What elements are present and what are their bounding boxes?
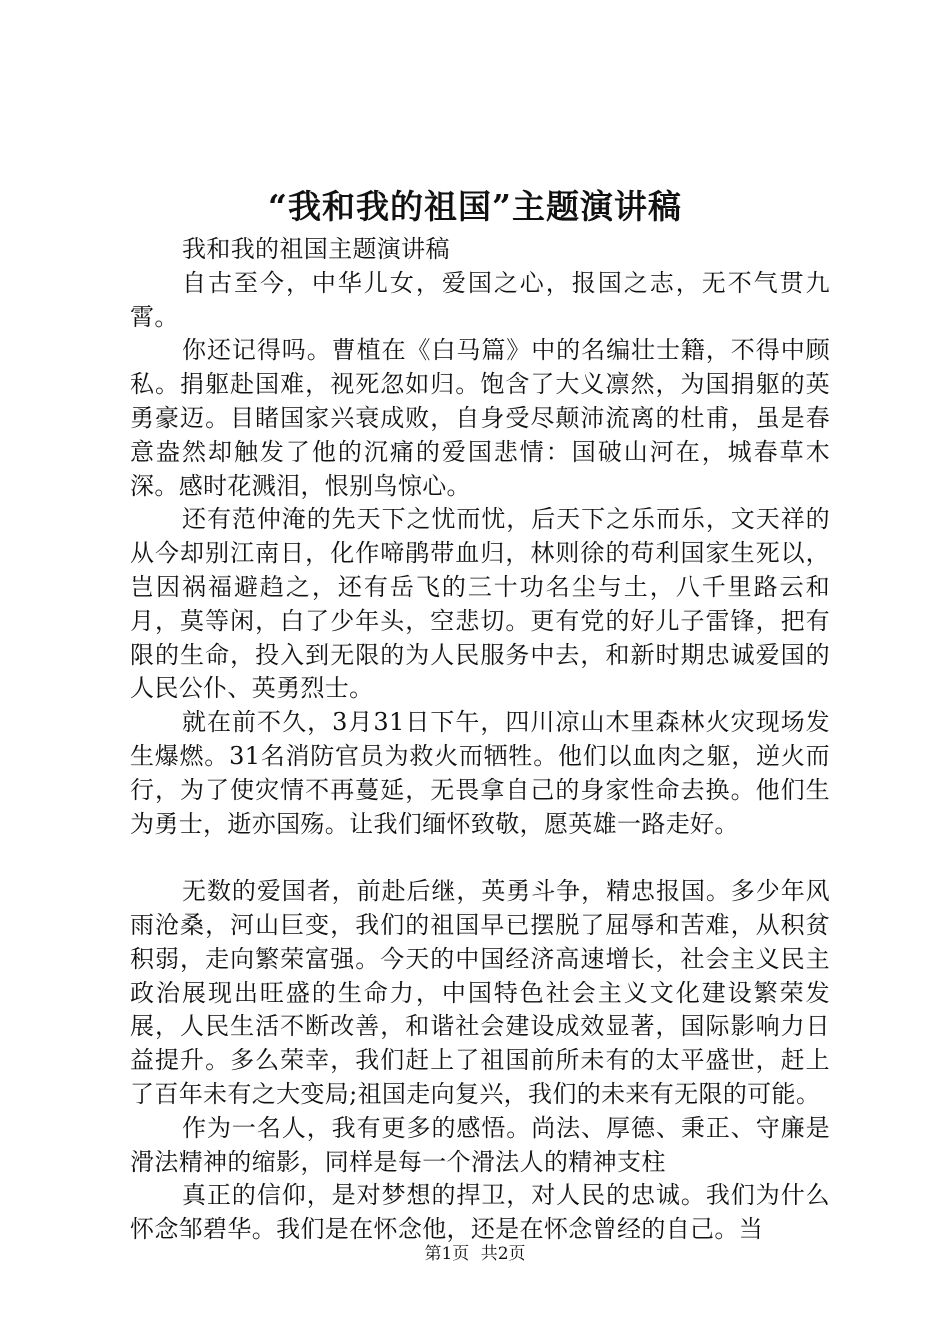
page-footer — [0, 1242, 950, 1266]
document-title: “我和我的祖国”主题演讲稿 — [268, 187, 682, 226]
paragraph-national-rejuvenation: 无数的爱国者，前赴后继，英勇斗争，精忠报国。多少年风雨沧桑，河山巨变，我们的祖国早已摆脱了屈辱和苦难，从积贫积弱，走向繁荣富强。今天的中国经济高速增长，社会主义民主政治展现出旺盛的生命力，中国特色社会主义文化建设繁荣发展，人民生活不断改善，和谐社会建设成效显著，国际影响力日益提升。多么荣幸，我们赶上了祖国前所未有的太平盛世，赶上了百年未有之大变局;祖国走向复兴，我们的未来有无限的可能。 — [130, 877, 830, 1108]
paragraph-spacer — [130, 841, 830, 875]
paragraph-historical-patriots: 还有范仲淹的先天下之忧而忧，后天下之乐而乐，文天祥的从今却别江南日，化作啼鹃带血归，林则徐的苟利国家生死以，岂因祸福避趋之，还有岳飞的三十功名尘与土，八千里路云和月，莫等闲，白了少年头，空悲切。更有党的好儿子雷锋，把有限的生命，投入到无限的为人民服务中去，和新时期忠诚爱国的人民公仆、英勇烈士。 — [130, 505, 830, 703]
paragraph-liangshan-firefighters: 就在前不久，3月31日下午，四川凉山木里森林火灾现场发生爆燃。31名消防官员为救火而牺牲。他们以血肉之躯，逆火而行，为了使灾情不再蔓延，无畏拿自己的身家性命去换。他们生为勇士，逝亦国殇。让我们缅怀致敬，愿英雄一路走好。 — [130, 708, 830, 838]
paragraph-cao-zhi-du-fu: 你还记得吗。曹植在《白马篇》中的名编壮士籍，不得中顾私。捐躯赴国难，视死忽如归。饱含了大义凛然，为国捐躯的英勇豪迈。目睹国家兴衰成败，自身受尽颠沛流离的杜甫，虽是春意盎然却触发了他的沉痛的爱国悲情：国破山河在，城春草木深。感时花溅泪，恨别鸟惊心。 — [130, 336, 830, 500]
paragraph-subtitle: 我和我的祖国主题演讲稿 — [182, 235, 450, 263]
document-body — [130, 233, 830, 1247]
page-total: 共2页 — [480, 1244, 526, 1264]
page-number: 第1页 — [424, 1244, 470, 1264]
paragraph-true-faith: 真正的信仰，是对梦想的捍卫，对人民的忠诚。我们为什么怀念邹碧华。我们是在怀念他，还是在怀念曾经的自己。当 — [130, 1181, 830, 1244]
paragraph-court-spirit: 作为一名人，我有更多的感悟。尚法、厚德、秉正、守廉是滑法精神的缩影，同样是每一个滑法人的精神支柱 — [130, 1113, 830, 1176]
paragraph-intro: 自古至今，中华儿女，爱国之心，报国之志，无不气贯九霄。 — [130, 268, 830, 331]
